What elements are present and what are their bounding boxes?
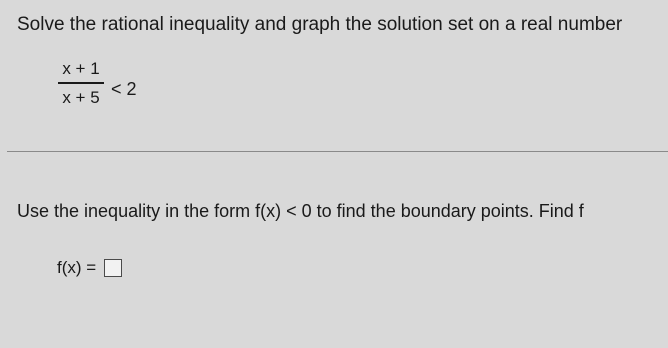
- fraction-numerator: x + 1: [62, 59, 100, 78]
- instruction-text-before: Use the inequality in the form: [17, 201, 256, 221]
- instruction-math: f(x) < 0: [255, 201, 312, 221]
- section-divider: [7, 151, 668, 152]
- fraction-denominator: x + 5: [62, 88, 100, 107]
- inequality-fraction: [57, 59, 105, 108]
- answer-row: [57, 258, 122, 278]
- instruction-text-after: to find the boundary points. Find f: [311, 201, 584, 221]
- answer-label: f(x) =: [57, 258, 97, 277]
- answer-input-box[interactable]: [104, 259, 122, 277]
- inequality-relation: < 2: [111, 79, 137, 99]
- instruction-text: [17, 201, 584, 222]
- problem-prompt: Solve the rational inequality and graph the solution set on a real number: [17, 14, 623, 35]
